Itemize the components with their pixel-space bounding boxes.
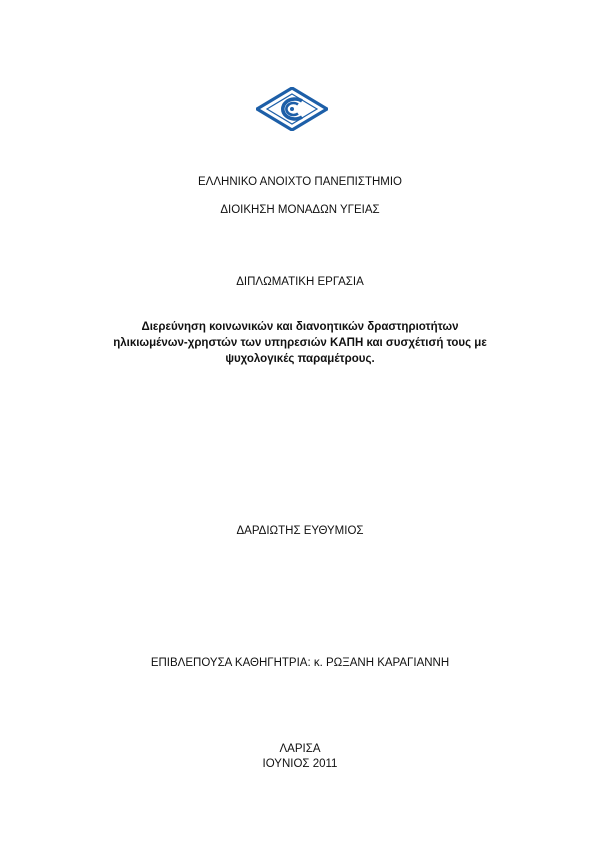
document-type: ΔΙΠΛΩΜΑΤΙΚΗ ΕΡΓΑΣΙΑ: [236, 276, 364, 288]
thesis-title-line: Διερεύνηση κοινωνικών και διανοητικών δραστηριοτήτων: [141, 321, 459, 333]
date: ΙΟΥΝΙΟΣ 2011: [262, 758, 338, 770]
city: ΛΑΡΙΣΑ: [279, 743, 321, 755]
supervisor-line: ΕΠΙΒΛΕΠΟΥΣΑ ΚΑΘΗΓΗΤΡΙΑ: κ. ΡΩΞΑΝΗ ΚΑΡΑΓΙΑΝΝΗ: [150, 657, 450, 669]
thesis-title: [90, 319, 510, 367]
author-name: ΔΑΡΔΙΩΤΗΣ ΕΥΘΥΜΙΟΣ: [236, 525, 364, 537]
university-name: ΕΛΛΗΝΙΚΟ ΑΝΟΙΧΤΟ ΠΑΝΕΠΙΣΤΗΜΙΟ: [197, 176, 402, 188]
university-logo-icon: [256, 87, 328, 131]
program-name: ΔΙΟΙΚΗΣΗ ΜΟΝΑΔΩΝ ΥΓΕΙΑΣ: [220, 204, 380, 216]
thesis-title-line: ηλικιωμένων-χρηστών των υπηρεσιών ΚΑΠΗ και συσχέτισή τους με: [113, 337, 487, 349]
thesis-title-line: ψυχολογικές παραμέτρους.: [225, 353, 375, 365]
